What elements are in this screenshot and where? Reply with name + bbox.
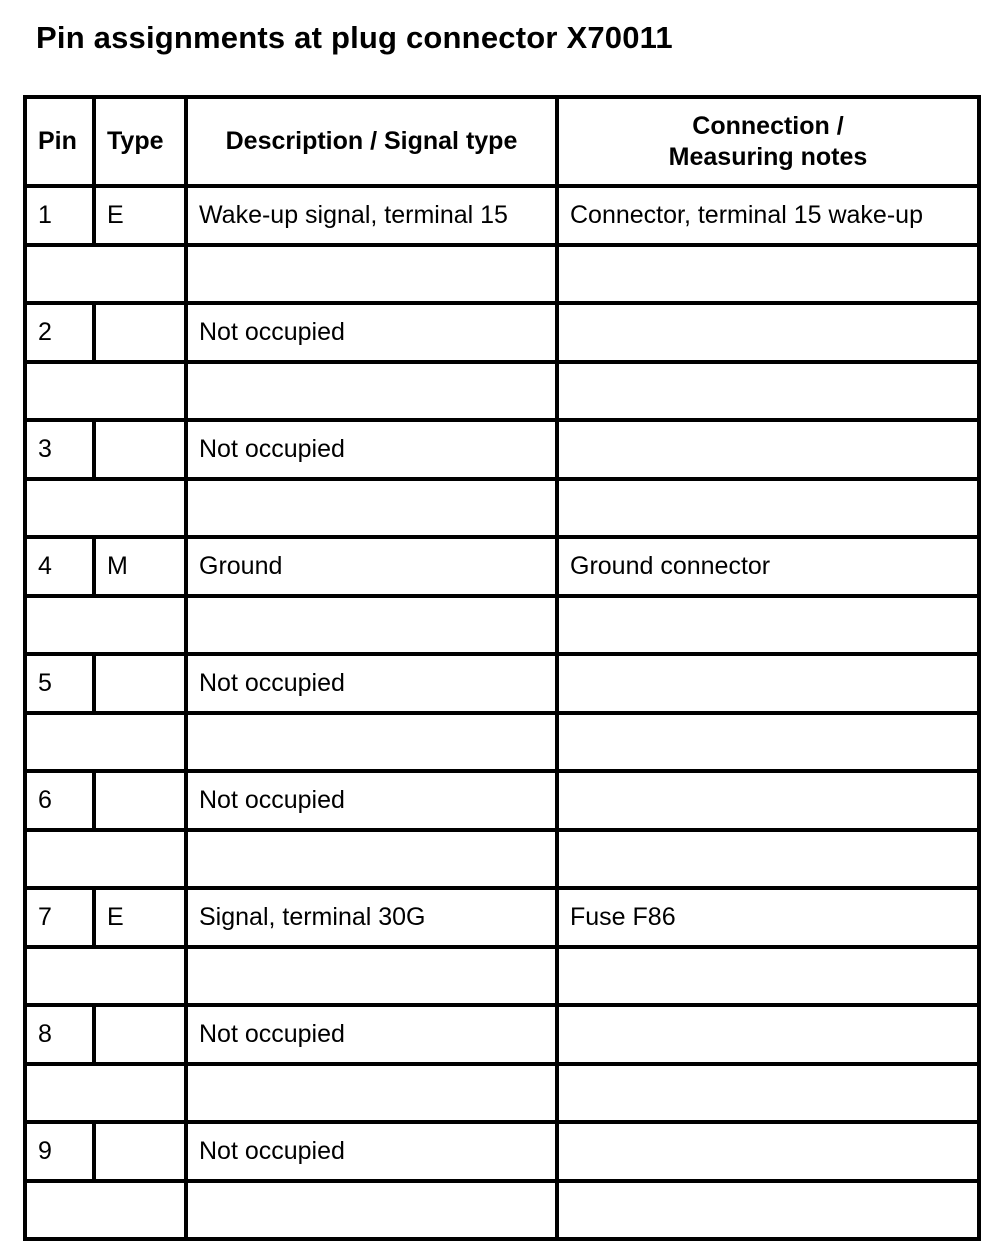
header-row bbox=[25, 97, 979, 186]
header-connection-line1: Connection / bbox=[692, 111, 844, 140]
description-cell: Not occupied bbox=[186, 1005, 557, 1064]
spacer-row bbox=[25, 479, 979, 538]
description-cell: Not occupied bbox=[186, 1122, 557, 1181]
spacer-cell bbox=[557, 362, 979, 421]
spacer-row bbox=[25, 1064, 979, 1123]
table-row bbox=[25, 186, 979, 245]
type-cell bbox=[94, 771, 186, 830]
spacer-cell bbox=[186, 830, 557, 889]
connection-cell: Connector, terminal 15 wake-up bbox=[557, 186, 979, 245]
table-row bbox=[25, 420, 979, 479]
spacer-cell bbox=[557, 479, 979, 538]
description-cell: Signal, terminal 30G bbox=[186, 888, 557, 947]
spacer-cell bbox=[186, 245, 557, 304]
table-row bbox=[25, 303, 979, 362]
spacer-row bbox=[25, 713, 979, 772]
table-row bbox=[25, 1122, 979, 1181]
type-cell: E bbox=[94, 186, 186, 245]
type-cell bbox=[94, 654, 186, 713]
table-row bbox=[25, 1005, 979, 1064]
description-cell: Not occupied bbox=[186, 654, 557, 713]
pin-cell: 8 bbox=[25, 1005, 94, 1064]
description-cell: Not occupied bbox=[186, 303, 557, 362]
spacer-cell bbox=[25, 362, 186, 421]
connection-cell bbox=[557, 654, 979, 713]
description-cell: Not occupied bbox=[186, 771, 557, 830]
connection-cell: Fuse F86 bbox=[557, 888, 979, 947]
spacer-cell bbox=[186, 947, 557, 1006]
spacer-cell bbox=[186, 713, 557, 772]
table-row bbox=[25, 537, 979, 596]
spacer-cell bbox=[557, 1064, 979, 1123]
pin-cell: 1 bbox=[25, 186, 94, 245]
pin-cell: 4 bbox=[25, 537, 94, 596]
spacer-cell bbox=[186, 596, 557, 655]
pin-cell: 9 bbox=[25, 1122, 94, 1181]
spacer-cell bbox=[25, 479, 186, 538]
header-connection bbox=[557, 97, 979, 186]
header-description: Description / Signal type bbox=[186, 97, 557, 186]
spacer-cell bbox=[25, 245, 186, 304]
pin-cell: 5 bbox=[25, 654, 94, 713]
connection-cell: Ground connector bbox=[557, 537, 979, 596]
spacer-cell bbox=[557, 245, 979, 304]
spacer-row bbox=[25, 830, 979, 889]
spacer-cell bbox=[557, 596, 979, 655]
spacer-cell bbox=[25, 1181, 186, 1240]
connection-cell bbox=[557, 303, 979, 362]
spacer-cell bbox=[186, 362, 557, 421]
header-pin: Pin bbox=[25, 97, 94, 186]
pin-assignment-table bbox=[23, 95, 981, 1241]
spacer-row bbox=[25, 947, 979, 1006]
spacer-cell bbox=[186, 1064, 557, 1123]
page-title: Pin assignments at plug connector X70011 bbox=[36, 20, 673, 55]
spacer-row bbox=[25, 596, 979, 655]
spacer-cell bbox=[557, 830, 979, 889]
pin-cell: 2 bbox=[25, 303, 94, 362]
connection-cell bbox=[557, 771, 979, 830]
connection-cell bbox=[557, 1005, 979, 1064]
description-cell: Wake-up signal, terminal 15 bbox=[186, 186, 557, 245]
description-cell: Not occupied bbox=[186, 420, 557, 479]
spacer-cell bbox=[557, 947, 979, 1006]
spacer-cell bbox=[557, 1181, 979, 1240]
spacer-cell bbox=[25, 830, 186, 889]
type-cell bbox=[94, 303, 186, 362]
spacer-cell bbox=[186, 1181, 557, 1240]
type-cell: E bbox=[94, 888, 186, 947]
type-cell bbox=[94, 1122, 186, 1181]
spacer-row bbox=[25, 245, 979, 304]
header-connection-line2: Measuring notes bbox=[668, 142, 868, 171]
spacer-cell bbox=[25, 947, 186, 1006]
spacer-cell bbox=[557, 713, 979, 772]
description-cell: Ground bbox=[186, 537, 557, 596]
connection-cell bbox=[557, 420, 979, 479]
spacer-cell bbox=[25, 596, 186, 655]
spacer-row bbox=[25, 1181, 979, 1240]
connection-cell bbox=[557, 1122, 979, 1181]
spacer-row bbox=[25, 362, 979, 421]
type-cell: M bbox=[94, 537, 186, 596]
pin-cell: 7 bbox=[25, 888, 94, 947]
table-row bbox=[25, 771, 979, 830]
spacer-cell bbox=[25, 1064, 186, 1123]
type-cell bbox=[94, 1005, 186, 1064]
spacer-cell bbox=[186, 479, 557, 538]
pin-cell: 3 bbox=[25, 420, 94, 479]
spacer-cell bbox=[25, 713, 186, 772]
table-row bbox=[25, 888, 979, 947]
type-cell bbox=[94, 420, 186, 479]
table-row bbox=[25, 654, 979, 713]
header-type: Type bbox=[94, 97, 186, 186]
pin-cell: 6 bbox=[25, 771, 94, 830]
